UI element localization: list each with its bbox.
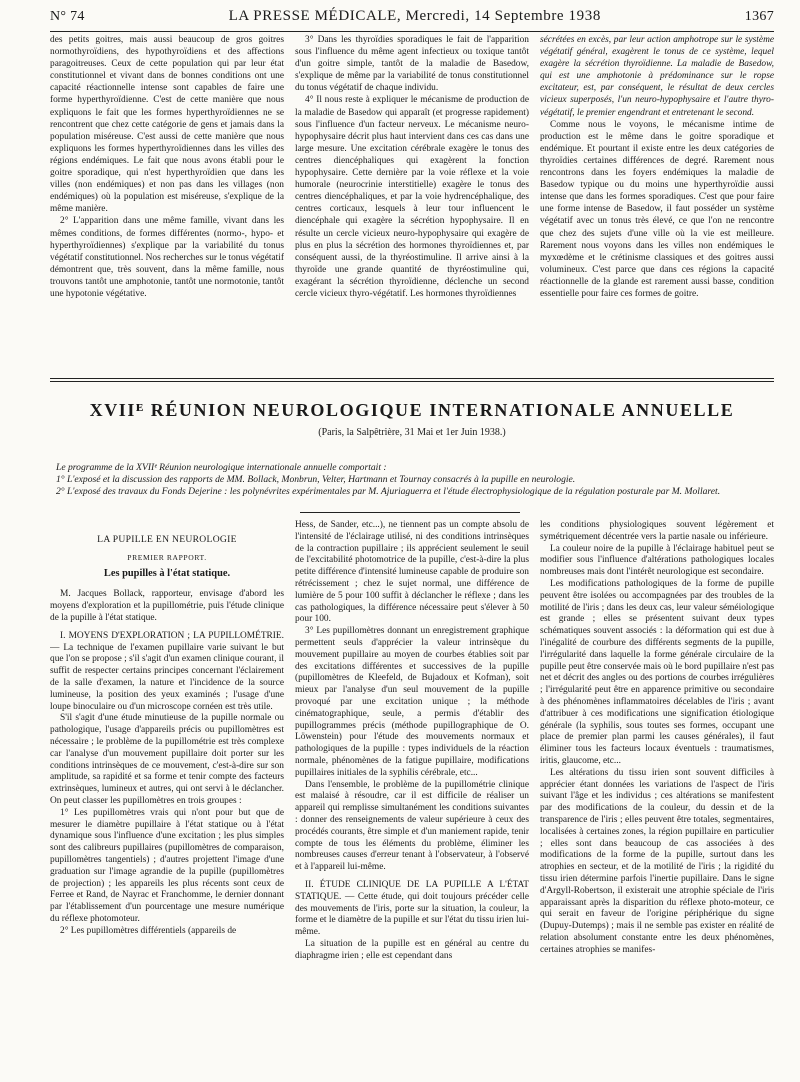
paragraph: 2° L'apparition dans une même famille, vivant dans les mêmes conditions, de formes différentes (normo-, hypo- et hyperthyroïdiennes) s'explique par la variabilité du tonus végétatif constitutionnel. Nos recherches sur le tonus végétatif démontrent que, très souvent, dans la même famille, nous trouvons tantôt une amphotonie, tantôt une normotonie, tantôt une hypotonie végétative.: [50, 216, 284, 299]
paragraph: 3° Dans les thyroïdies sporadiques le fait de l'apparition sous l'influence du même agent infectieux ou toxique tantôt d'un goitre simple, tantôt de la maladie de Basedow, s'explique de même par la variabilité de tonus constitutionnel du tonus végétatif de chaque individu.: [295, 35, 529, 94]
report-column-2: [295, 520, 529, 1068]
report-column-1: [50, 520, 284, 1068]
program-item: 1° L'exposé et la discussion des rapports de MM. Bollack, Monbrun, Velter, Hartmann et Tournay consacrés à la pupille en neurologie.: [56, 474, 576, 485]
meeting-title: XVIIᴱ RÉUNION NEUROLOGIQUE INTERNATIONALE ANNUELLE: [89, 400, 735, 420]
paragraph: Hess, de Sander, etc...), ne tiennent pas un compte absolu de l'intensité de l'éclairage utilisé, ni des conditions intrinsèques de la contraction pupillaire ; ils apprécient seulement le seuil de l'excitabilité photomotrice de la pupille, c'est-à-dire la plus petite différence d'intensité lumineuse capable de produire son rétrécissement ; chez le sujet normal, une différence de lumière de 5 pour 100 suffit à déclancher le réflexe ; dans les cas pathologiques, la différence nécessaire peut s'élever à 50 pour 100.: [295, 520, 529, 625]
paragraph: La situation de la pupille est en général au centre du diaphragme irien ; elle est cependant dans: [295, 938, 529, 961]
paragraph: II. ÉTUDE CLINIQUE DE LA PUPILLE A L'ÉTAT STATIQUE. — Cette étude, qui doit toujours précéder celle des mouvements de l'iris, porte sur la situation, la couleur, la forme et le diamètre de la pupille et sur l'état du tissu irien lui-même.: [295, 879, 529, 938]
paragraph: Comme nous le voyons, le mécanisme intime de production est le même dans le goitre sporadique et endémique. Et pourtant il existe entre les deux catégories de thyroïdies certaines différences de degré. Rarement nous rencontrons dans les foyers endémiques la maladie de Basedow typique ou du moins une hyperthyroïdie aussi intense que dans les formes sporadiques. C'est que pour faire une forme intense de Basedow, il faut posséder un système végétatif avec un tonus très élevé, ce que l'on ne rencontre que chez des sujets d'une ville où la vie est meilleure. Rarement nous voyons dans les villes non endémiques le myxœdème et le crétinisme classiques et des goitres aussi volumineux. C'est parce que dans ces régions la capacité réactionnelle de la glande est rarement aussi basse, condition essentielle pour faire ces formes de goitre.: [540, 119, 774, 299]
page-header: [50, 8, 774, 30]
report-column-3: [540, 520, 774, 1068]
journal-title: LA PRESSE MÉDICALE, Mercredi, 14 Septembre 1938: [228, 8, 601, 24]
paragraph: les conditions physiologiques souvent légèrement et symétriquement décentrée vers la partie nasale ou inférieure.: [540, 520, 774, 542]
issue-number: N° 74: [50, 9, 85, 24]
paragraph: sécrétées en excès, par leur action amphotrope sur le système végétatif général, exagèrent le tonus de ce système, lequel exagère la sécrétion thyroïdienne. La maladie de Basedow, qui est une amphotonie à prédominance sur le ropse excitateur, est, par conséquent, le résultat de deux cercles vicieux superposés, l'un neuro-hypophysaire et l'autre thyro-végétatif, le premier engendrant et entretenant le second.: [540, 35, 774, 118]
section-title: LA PUPILLE EN NEUROLOGIE: [97, 534, 237, 545]
paragraph: des petits goitres, mais aussi beaucoup de gros goitres normothyroïdiens, des hypothyroïdiens et des affections paragoitreuses. Ceux de cette population qui par leur état constitutionnel et vivant dans de bonnes conditions ont une capacité réactionnelle intense sont capables de faire une forme hyperthyroïdienne. C'est de cette manière que nous expliquons le fait que les formes hyperthyroïdiennes ne se rencontrent que chez cette catégorie de gens et jamais dans la population miséreuse. C'est aussi de cette manière que nous expliquons les formes hyperthyroïdiennes dans les villes des régions endémiques. Le fait que nous avons établi pour le goitre sporadique, qui n'est hyperthyroïdien que dans les villes (non endémiques) et non pas dans les villages (non endémiques) où la population est miséreuse, s'explique de la même manière.: [50, 35, 284, 215]
header-rule: [50, 31, 774, 32]
section-rule-2: [50, 381, 774, 382]
paragraph: Dans l'ensemble, le problème de la pupillométrie clinique est malaisé à résoudre, car il est difficile de réaliser un appareil qui remplisse simultanément les conditions suivantes : donner des renseignements de valeur supérieure à ceux des procédés courants, être simple et d'un maniement rapide, tenir compte de tous les éléments du problème, éliminer les nombreuses causes d'erreur tenant à l'observateur, à l'observé et à l'appareil lui-même.: [295, 779, 529, 873]
meeting-program: [56, 462, 770, 498]
report-columns: [50, 520, 774, 1068]
top-column-2: [295, 34, 529, 370]
top-article-columns: [50, 34, 774, 370]
section-subtitle: Les pupilles à l'état statique.: [103, 567, 231, 579]
paragraph: Les modifications pathologiques de la forme de pupille peuvent être isolées ou accompagnées par des troubles de la motilité de l'iris ; dans les deux cas, leur valeur séméiologique est grande ; elles se présentent suivant deux types schématiques souvent associés : la déformation qui est due à l'inégalité de courbure des différents segments de la pupille, l'irrégularité dans laquelle la forme générale circulaire de la pupille peut être conservée mais où le bord pupillaire n'est pas net et décrit des angles ou des portions de courbes irrégulières ; l'irrégularité peut être en apparence primitive ou secondaire à des phénomènes inflammatoires décelables de l'iris ; avant d'attribuer à ces modifications une signification étiologique générale (la syphilis, sous toutes ses formes, occupant une place de premier plan parmi les causes générales), il faut éliminer tous les facteurs locaux éventuels : traumatismes, iritis, glaucome, etc...: [540, 578, 774, 766]
short-divider: [300, 512, 520, 513]
paragraph: 1° Les pupillomètres vrais qui n'ont pour but que de mesurer le diamètre pupillaire à l'état statique ou à l'état dynamique sous l'influence d'une excitation ; les plus simples sont des calibreurs pupillaires (pupillomètres de comparaison, pupillomètres tangentiels) ; d'autres projettent l'image d'une graduation sur l'image agrandie de la pupille (pupillomètres de projection) ; les appareils les plus récents sont ceux de Ferree et Rand, de Nayrac et Franchomme, le dernier donnant par l'établissement d'un pourcentage une mesure numérique du réflexe photomoteur.: [50, 807, 284, 924]
report-label: PREMIER RAPPORT.: [127, 552, 207, 562]
top-column-3: [540, 34, 774, 370]
program-intro: Le programme de la XVIIᵉ Réunion neurologique internationale annuelle comportait :: [56, 462, 387, 473]
page-number: 1367: [744, 9, 774, 24]
paragraph: S'il s'agit d'une étude minutieuse de la pupille normale ou pathologique, l'usage d'appareils précis ou pupillomètres est nécessaire ; le problème de la pupillométrie est très complexe car l'analyse d'un mouvement pupillaire doit porter sur les conditions intrinsèques de ce mouvement, c'est-à-dire sur son amplitude, sa rapidité et sa forme et tenir compte des facteurs extrinsèques, lumineux et autres, qui ont servi à le déclancher. On peut classer les pupillomètres en trois groupes :: [50, 713, 284, 806]
top-column-1: [50, 34, 284, 370]
paragraph: M. Jacques Bollack, rapporteur, envisage d'abord les moyens d'exploration et la pupillométrie, puis l'étude clinique de la pupille à l'état statique.: [50, 589, 284, 623]
paragraph: 4° Il nous reste à expliquer le mécanisme de production de la maladie de Basedow qui apparaît (et progresse rapidement) sous l'influence d'un facteur nerveux. Le mécanisme neuro-hypophysaire décrit plus haut intervient dans ces cas dans une large mesure. Une excitation cérébrale exagère le tonus des centres diencéphaliques qui exagèrent la fonction hypophysaire. Cette dernière par la voie réflexe et la voie humorale (neurocrinie interstitielle) exagère le tonus des centres diencéphaliques, et par la voie hydrencéphalique, des centres corticaux, lesquels à leur tour influencent le diencéphale qui exagère la sécrétion hypophysaire. Il en résulte un cercle vicieux neuro-hypophysaire qui exagère de plus en plus la sécrétion des hormones thyroïdiennes et, par conséquent aussi, de la thyréostimuline. Il arrive ainsi à la thyroïde une grande quantité de thyréostimuline qui, exagérant la sécrétion thyroïdienne, déclenche un second cercle vicieux thyro-végétatif. Les hormones thyroïdiennes: [295, 95, 529, 299]
program-item: 2° L'exposé des travaux du Fonds Dejerine : les polynévrites expérimentales par M. Ajuriaguerra et l'étude électrophysiologique de la régulation posturale par M. Mollaret.: [56, 486, 721, 497]
paragraph: 2° Les pupillomètres différentiels (appareils de: [60, 925, 237, 936]
section-rule-1: [50, 378, 774, 379]
paragraph: Les altérations du tissu irien sont souvent difficiles à apprécier étant données les variations de l'aspect de l'iris suivant l'âge et les individus ; ces altérations se manifestent par des modifications de la couleur, du dessin et de la transparence de l'iris ; elles peuvent être totales, segmentaires, localisées à certaines zones, la région pupillaire en particulier ; elles sont dans beaucoup de cas associées à des modifications de la forme de la pupille, surtout dans les atrophies en secteur, et de la motilité de l'iris ; la rigidité du tissu irien détermine parfois l'inertie pupillaire. Dans le signe d'Argyll-Robertson, il existerait une atrophie spéciale de l'iris apparaissant après la disparition du réflexe photo-moteur, ce qui serait en faveur de l'origine périphérique du signe (Dupuy-Dutemps) ; mais il ne semble pas exister en réalité de relation absolument constante entre les deux phénomènes, certaines atrophies se manifes-: [540, 767, 774, 955]
paragraph: La couleur noire de la pupille à l'éclairage habituel peut se modifier sous l'influence d'altérations pathologiques locales nombreuses mais dont l'intérêt neurologique est secondaire.: [540, 543, 774, 578]
paragraph: 3° Les pupillomètres donnant un enregistrement graphique permettent seuls d'apprécier la valeur intrinsèque du mouvement pupillaire au moyen de courbes établies soit par des excitations différentes et successives de la pupille (pupillomètres de Kleefeld, de Bujadoux et Kofman), soit mieux par l'analyse d'un seul mouvement de la pupille provoqué par une excitation unique ; la méthode cinématographique, seule, a permis d'établir des pupillogrammes précis (méthode pupillographique de O. Löwenstein) pour l'étude des mouvements normaux et pathologiques de la pupille : types individuels de la réaction normale, phénomènes de la fatigue pupillaire, modifications pupillaires initiales de la syphilis cérébrale, etc...: [295, 626, 529, 778]
meeting-subtitle: (Paris, la Salpêtrière, 31 Mai et 1er Juin 1938.): [318, 427, 506, 438]
paragraph: I. MOYENS D'EXPLORATION ; LA PUPILLOMÉTRIE. — La technique de l'examen pupillaire varie suivant le but que l'on se propose ; s'il s'agit d'un examen clinique courant, il suffit de respecter certains principes concernant l'éclairement de la salle d'examen, la nature et l'incidence de la source lumineuse, la position des yeux examinés ; l'usage d'une loupe binoculaire ou d'un microscope cornéen est très utile.: [50, 630, 284, 712]
